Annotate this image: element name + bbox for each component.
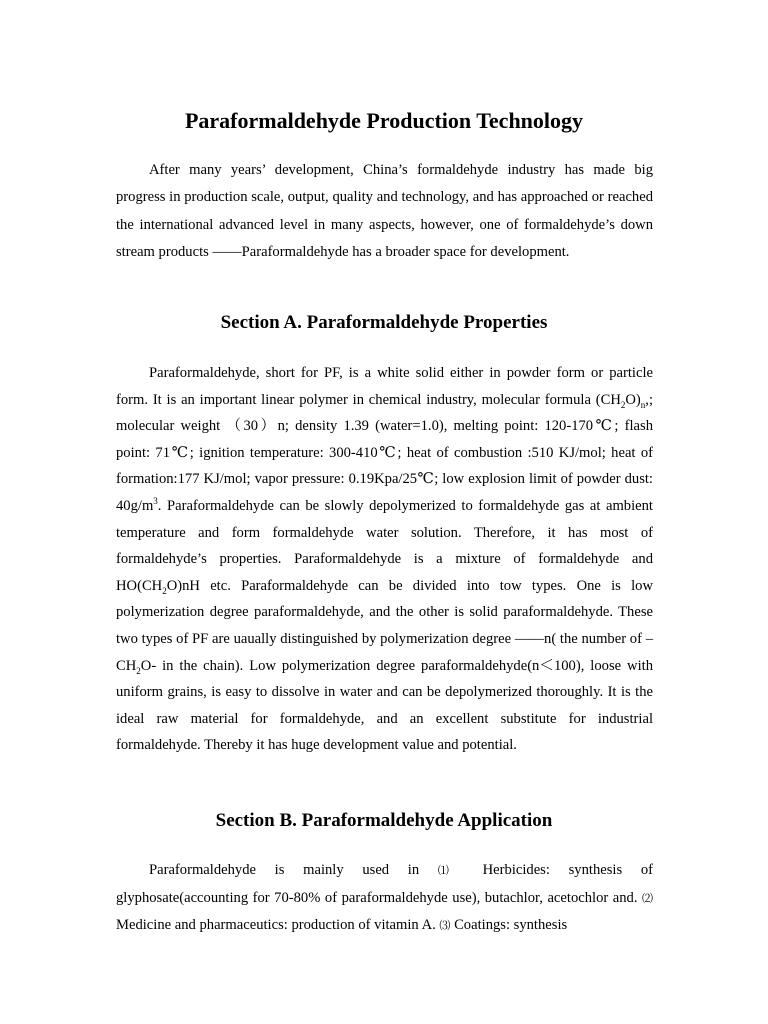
text-span: ,; molecular weight （30）n; density 1.39 (water=1.0), melting point: 120-170℃; flash point: 71℃; ignition temperature: 300-410℃; heat of combustion :510 KJ/mol; heat of formation:177 KJ/mol; vapor pressure: 0.19Kpa/25℃; low explosion limit of powder dust: 40g/m bbox=[116, 391, 653, 514]
text-span: Herbicides: synthesis of glyphosate(accounting for 70-80% of paraformaldehyde use), butachlor, acetochlor and. bbox=[116, 862, 653, 906]
subscript: 2 bbox=[136, 665, 141, 676]
section-b-heading: Section B. Paraformaldehyde Application bbox=[215, 810, 553, 831]
text-span: O) bbox=[625, 391, 641, 408]
subscript: 2 bbox=[620, 399, 626, 410]
page-title: Paraformaldehyde Production Technology bbox=[184, 108, 584, 133]
text-span: O)nH etc. Paraformaldehyde can be divided into tow types. One is low polymerization degree paraformaldehyde, and the other is solid paraformaldehyde. These two types of PF are uaually distinguished by polymerization degree ——n( the number of –CH bbox=[116, 577, 653, 674]
section-a-heading: Section A. Paraformaldehyde Properties bbox=[220, 312, 548, 333]
list-marker: ⑴ bbox=[437, 865, 464, 877]
section-a-paragraph bbox=[116, 360, 653, 759]
text-span: Paraformaldehyde, short for PF, is a white solid either in powder form or particle form. It is an important linear polymer in chemical industry, molecular formula (CH bbox=[116, 365, 653, 408]
text-span: Coatings: synthesis bbox=[450, 917, 568, 933]
text-span: . Paraformaldehyde can be slowly depolymerized to formaldehyde gas at ambient temperature and form formaldehyde water solution. Therefore, it has most of formaldehyde’s properties. Paraformaldehyde is a mixture of formaldehyde and HO(CH bbox=[116, 497, 653, 594]
text-span: Medicine and pharmaceutics: production of vitamin A. bbox=[116, 917, 440, 933]
text-span: O- in the chain). Low polymerization degree paraformaldehyde(n＜100), loose with uniform grains, is easy to dissolve in water and can be depolymerized thoroughly. It is the ideal raw material for formaldehyde, and an excellent substitute for industrial formaldehyde. Thereby it has huge development value and potential. bbox=[116, 657, 653, 754]
subscript: n bbox=[640, 399, 646, 410]
superscript: 3 bbox=[153, 496, 158, 507]
section-b-paragraph bbox=[116, 857, 653, 940]
intro-paragraph: After many years’ development, China’s formaldehyde industry has made big progress in production scale, output, quality and technology, and has approached or reached the international advanced level in many aspects, however, one of formaldehyde’s down stream products ——Paraformaldehyde has a broader space for development. bbox=[116, 162, 653, 260]
list-marker: ⑶ bbox=[439, 920, 451, 932]
text-span: Paraformaldehyde is mainly used in bbox=[149, 862, 438, 878]
list-marker: ⑵ bbox=[642, 892, 653, 905]
subscript: 2 bbox=[162, 585, 167, 596]
